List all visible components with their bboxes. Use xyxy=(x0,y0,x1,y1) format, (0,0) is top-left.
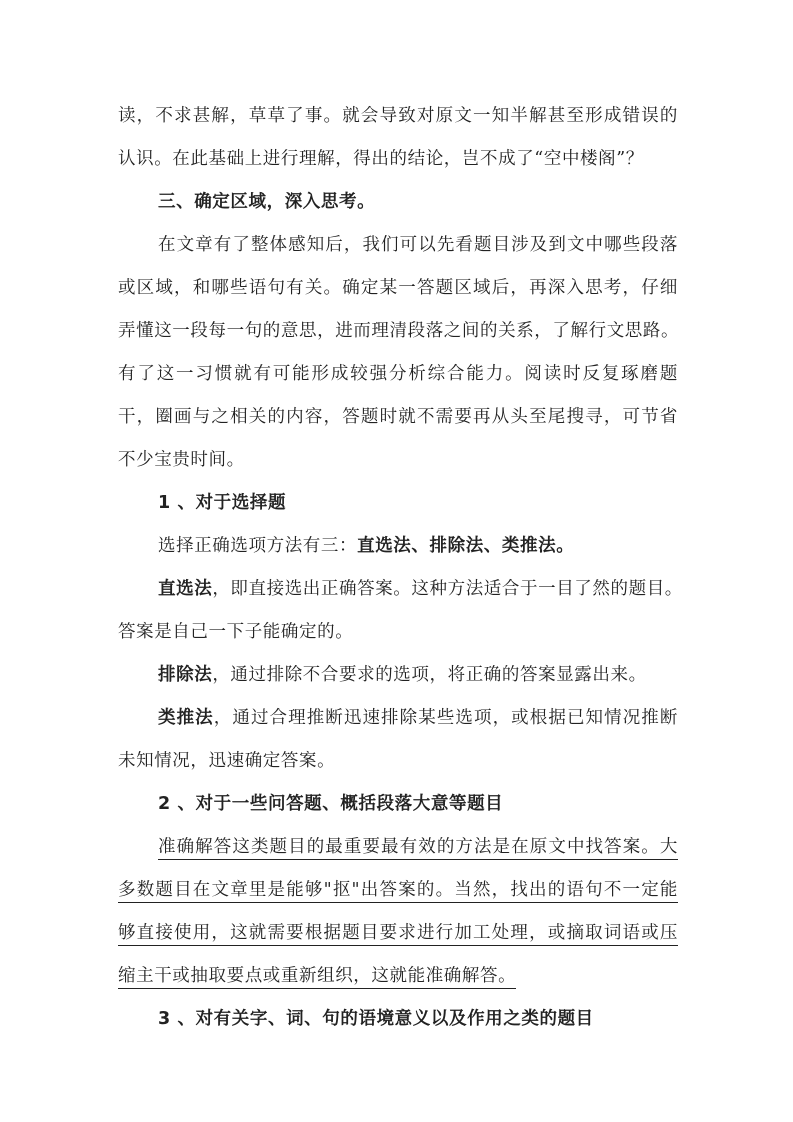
paragraph-6-line-2: 未知情况，迅速确定答案。 xyxy=(118,751,336,771)
underlined-text-3: 够直接使用，这就需要根据题目要求进行加工处理，或摘取词语或压 xyxy=(118,923,678,946)
term-inference: 类推法 xyxy=(158,708,214,728)
underlined-text-4: 缩主干或抽取要点或重新组织，这就能准确解答。 xyxy=(118,966,516,989)
methods-list: 直选法、排除法、类推法。 xyxy=(357,536,575,556)
paragraph-2-line-1: 在文章有了整体感知后，我们可以先看题目涉及到文中哪些段落 xyxy=(158,235,678,255)
elimination-desc: ，通过排除不合要求的选项，将正确的答案显露出来。 xyxy=(212,665,647,685)
paragraph-5 xyxy=(158,663,678,687)
underlined-text-2: 多数题目在文章里是能够"抠"出答案的。当然，找出的语句不一定能 xyxy=(118,880,678,903)
paragraph-4-line-1 xyxy=(158,577,683,601)
paragraph-2-line-2: 或区域，和哪些语句有关。确定某一答题区域后，再深入思考，仔细 xyxy=(118,278,678,298)
inference-desc: ，通过合理推断迅速排除某些选项，或根据已知情况推断 xyxy=(213,708,678,728)
paragraph-4-line-2: 答案是自己一下子能确定的。 xyxy=(118,622,354,642)
paragraph-2-line-3: 弄懂这一段每一句的意思，进而理清段落之间的关系，了解行文思路。 xyxy=(118,321,680,341)
term-elimination: 排除法 xyxy=(158,665,213,685)
paragraph-7-line-3 xyxy=(118,921,678,945)
paragraph-3 xyxy=(158,534,678,558)
paragraph-7-line-2 xyxy=(118,878,678,902)
paragraph-2-line-6: 不少宝贵时间。 xyxy=(118,450,245,470)
subheading-context-meaning: 3 、对有关字、词、句的语境意义以及作用之类的题目 xyxy=(158,1009,594,1029)
paragraph-2-line-5: 干，圈画与之相关的内容，答题时就不需要再从头至尾搜寻，可节省 xyxy=(118,407,678,427)
subheading-choice-questions: 1 、对于选择题 xyxy=(158,493,287,513)
paragraph-7-line-4 xyxy=(118,964,678,988)
subheading-qa-questions: 2 、对于一些问答题、概括段落大意等题目 xyxy=(158,794,504,814)
paragraph-7-line-1 xyxy=(158,835,678,859)
paragraph-1-line-2: 认识。在此基础上进行理解，得出的结论，岂不成了“空中楼阁”？ xyxy=(118,149,644,169)
direct-selection-desc: ，即直接选出正确答案。这种方法适合于一目了然的题目。 xyxy=(212,579,683,599)
paragraph-6-line-1 xyxy=(158,706,678,730)
paragraph-2-line-4: 有了这一习惯就有可能形成较强分析综合能力。阅读时反复琢磨题 xyxy=(118,364,678,384)
term-direct-selection: 直选法 xyxy=(158,579,213,599)
underlined-text-1: 准确解答这类题目的最重要最有效的方法是在原文中找答案。大 xyxy=(158,837,678,860)
methods-intro: 选择正确选项方法有三： xyxy=(158,536,358,556)
section-heading-3: 三、确定区域，深入思考。 xyxy=(158,192,376,212)
paragraph-1-line-1: 读，不求甚解，草草了事。就会导致对原文一知半解甚至形成错误的 xyxy=(118,106,678,126)
